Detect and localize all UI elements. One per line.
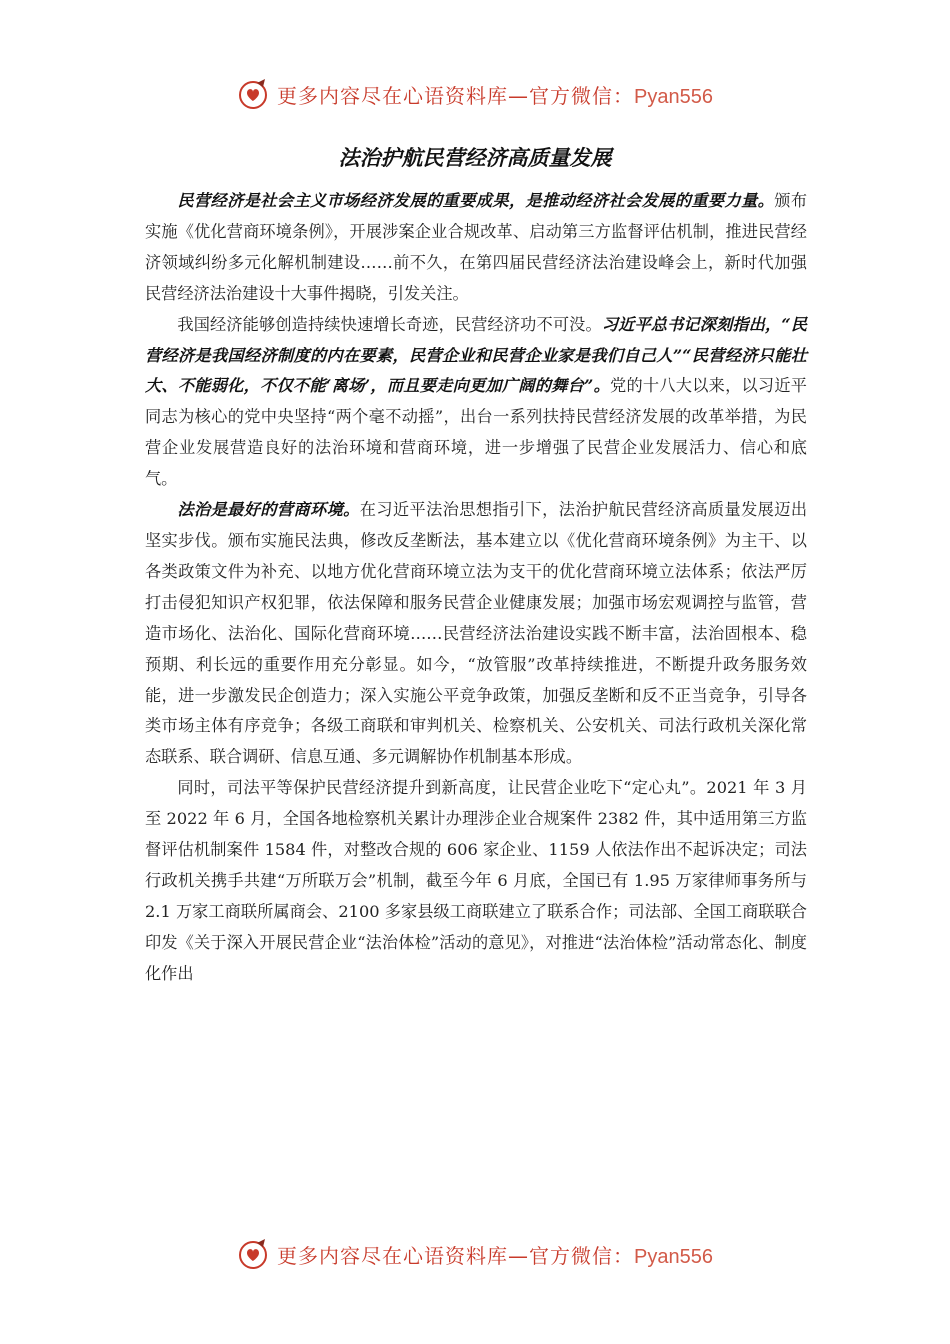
paragraph-3-lead: 法治是最好的营商环境。 xyxy=(177,500,360,520)
paragraph-3-text: 在习近平法治思想指引下，法治护航民营经济高质量发展迈出坚实步伐。颁布实施民法典，修改反垄断法，基本建立以《优化营商环境条例》为主干、以各类政策文件为补充、以地方优化营商环境立法为支干的优化营商环境立法体系；依法严厉打击侵犯知识产权犯罪，依法保障和服务民营企业健康发展；加强市场宏观调控与监管，营造市场化、法治化、国际化营商环境……民营经济法治建设实践不断丰富，法治固根本、稳预期、利长远的重要作用充分彰显。如今，“放管服”改革持续推进，不断提升政务服务效能，进一步激发民企创造力；深入实施公平竞争政策，加强反垄断和反不正当竞争，引导各类市场主体有序竞争；各级工商联和审判机关、检察机关、公安机关、司法行政机关深化常态联系、联合调研、信息互通、多元调解协作机制基本形成。 xyxy=(145,500,808,767)
article-body xyxy=(145,186,807,990)
watermark-official: 官方微信： xyxy=(529,1243,635,1268)
watermark-separator: — xyxy=(508,1243,530,1268)
watermark-main: 更多内容尽在心语资料库 xyxy=(277,1243,509,1268)
paragraph-2-quote: 习近平总书记深刻指出，“民营经济是我国经济制度的内在要素，民营企业和民营企业家是我们自己人”“民营经济只能壮大、不能弱化，不仅不能‘离场’，而且要走向更加广阔的舞台”。 xyxy=(145,314,808,396)
paragraph-4-text: 同时，司法平等保护民营经济提升到新高度，让民营企业吃下“定心丸”。2021 年 3 月至 2022 年 6 月，全国各地检察机关累计办理涉企业合规案件 2382 件，其中适用第三方监督评估机制案件 1584 件，对整改合规的 606 家企业、1159 人依法作出不起诉决定；司法行政机关携手共建“万所联万会”机制，截至今年 6 月底，全国已有 1.95 万家律师事务所与 2.1 万家工商联所属商会、2100 多家县级工商联建立了联系合作；司法部、全国工商联联合印发《关于深入开展民营企业“法治体检”活动的意见》，对推进“法治体检”活动常态化、制度化作出 xyxy=(145,778,807,983)
watermark-main: 更多内容尽在心语资料库 xyxy=(277,83,509,108)
watermark-id: Pyan556 xyxy=(634,1245,713,1268)
watermark-id: Pyan556 xyxy=(634,85,713,108)
heart-pen-logo-icon xyxy=(237,1237,271,1271)
heart-pen-logo-icon xyxy=(237,77,271,111)
paragraph-1-text: 颁布实施《优化营商环境条例》，开展涉案企业合规改革、启动第三方监督评估机制，推进民营经济领域纠纷多元化解机制建设……前不久，在第四届民营经济法治建设峰会上，新时代加强民营经济法治建设十大事件揭晓，引发关注。 xyxy=(145,191,808,303)
paragraph-2 xyxy=(145,310,807,495)
watermark-text xyxy=(277,1240,713,1269)
paragraph-1 xyxy=(145,186,807,310)
footer-watermark xyxy=(0,1234,950,1274)
watermark-official: 官方微信： xyxy=(529,83,635,108)
watermark-separator: — xyxy=(508,83,530,108)
paragraph-2-pre: 我国经济能够创造持续快速增长奇迹，民营经济功不可没。 xyxy=(177,314,602,334)
paragraph-4 xyxy=(145,773,807,989)
article-title: 法治护航民营经济高质量发展 xyxy=(338,145,612,170)
paragraph-2-text: 党的十八大以来，以习近平同志为核心的党中央坚持“两个毫不动摇”，出台一系列扶持民营经济发展的改革举措，为民营企业发展营造良好的法治环境和营商环境，进一步增强了民营企业发展活力、信心和底气。 xyxy=(145,376,807,489)
header-watermark xyxy=(0,74,950,114)
paragraph-1-lead: 民营经济是社会主义市场经济发展的重要成果，是推动经济社会发展的重要力量。 xyxy=(177,191,775,210)
watermark-text xyxy=(277,80,713,109)
paragraph-3 xyxy=(145,495,807,773)
